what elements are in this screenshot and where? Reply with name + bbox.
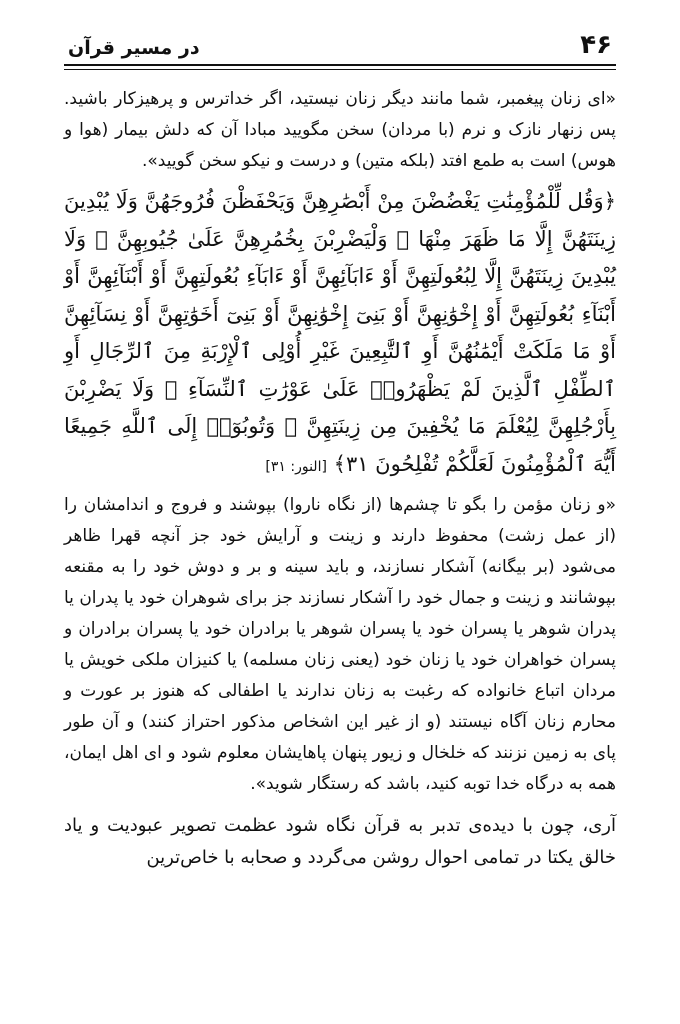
translation-paragraph-2: «و زنان مؤمن را بگو تا چشم‌ها (از نگاه ناروا) بپوشند و فروج و اندامشان را (از عمل زشت) محفوظ دارند و زینت و آرایش خود جز آنچه قهرا ظاهر می‌شود (بر بیگانه) آشکار نسازند، و باید سینه و بر و دوش خود را به مقنعه بپوشانند و زینت و جمال خود را آشکار نسازند جز برای شوهران خود یا پدران یا پدران شوهر یا پسران خود یا پسران شوهر یا برادران خود یا پسران برادران و پسران خواهران خود یا زنان خود (یعنی زنان مسلمه) یا کنیزان ملکی خویش یا مردان اتباع خانواده که رغبت به زنان ندارند یا اطفالی که هنوز بر عورت و محارم زنان آگاه نیستند (و از غیر این اشخاص مذکور احتراز کنند) و آن طور پای به زمین نزنند که خلخال و زیور پنهان پاهایشان معلوم شود و ای اهل ایمان، همه به درگاه خدا توبه کنید، باشد که رستگار شوید». — [64, 495, 616, 794]
quran-verse-text: ﴿وَقُل لِّلْمُؤْمِنَٰتِ يَغْضُضْنَ مِنْ أَبْصَٰرِهِنَّ وَيَحْفَظْنَ فُرُوجَهُنَّ وَلَا يُبْدِينَ زِينَتَهُنَّ إِلَّا مَا ظَهَرَ مِنْهَا ۖ وَلْيَضْرِبْنَ بِخُمُرِهِنَّ عَلَىٰ جُيُوبِهِنَّ ۖ وَلَا يُبْدِينَ زِينَتَهُنَّ إِلَّا لِبُعُولَتِهِنَّ أَوْ ءَابَآئِهِنَّ أَوْ ءَابَآءِ بُعُولَتِهِنَّ أَوْ أَبْنَآئِهِنَّ أَوْ أَبْنَآءِ بُعُولَتِهِنَّ أَوْ إِخْوَٰنِهِنَّ أَوْ بَنِىٓ إِخْوَٰنِهِنَّ أَوْ بَنِىٓ أَخَوَٰتِهِنَّ أَوْ نِسَآئِهِنَّ أَوْ مَا مَلَكَتْ أَيْمَٰنُهُنَّ أَوِ ٱلتَّٰبِعِينَ غَيْرِ أُوْلِى ٱلْإِرْبَةِ مِنَ ٱلرِّجَالِ أَوِ ٱلطِّفْلِ ٱلَّذِينَ لَمْ يَظْهَرُوا۟ عَلَىٰ عَوْرَٰتِ ٱلنِّسَآءِ ۖ وَلَا يَضْرِبْنَ بِأَرْجُلِهِنَّ لِيُعْلَمَ مَا يُخْفِينَ مِن زِينَتِهِنَّ ۚ وَتُوبُوٓا۟ إِلَى ٱللَّهِ جَمِيعًا أَيُّهَ ٱلْمُؤْمِنُونَ لَعَلَّكُمْ تُفْلِحُونَ ٣١﴾ — [64, 189, 616, 476]
quran-verse — [64, 183, 616, 486]
book-page — [64, 22, 616, 874]
running-title: در مسیر قرآن — [68, 37, 200, 59]
body-paragraph-3: آری، چون با دیده‌ی تدبر به قرآن نگاه شود عظمت تصویر عبودیت و یاد خالق یکتا در تمامی احوال روشن می‌گردد و صحابه با خاص‌ترین — [64, 815, 616, 868]
page-number: ۴۶ — [580, 30, 612, 60]
translation-paragraph-1: «ای زنان پیغمبر، شما مانند دیگر زنان نیستید، اگر خداترس و پرهیزکار باشید. پس زنهار نازک و نرم (با مردان) سخن مگویید مبادا آن که دلش بیمار (هوا و هوس) است به طمع افتد (بلکه متین) و درست و نیکو سخن گویید». — [64, 89, 616, 171]
spacer — [64, 800, 616, 810]
verse-reference: [النور: ۳۱] — [265, 458, 327, 475]
page-header — [64, 22, 616, 66]
header-divider — [64, 69, 616, 70]
page-body — [64, 84, 616, 874]
